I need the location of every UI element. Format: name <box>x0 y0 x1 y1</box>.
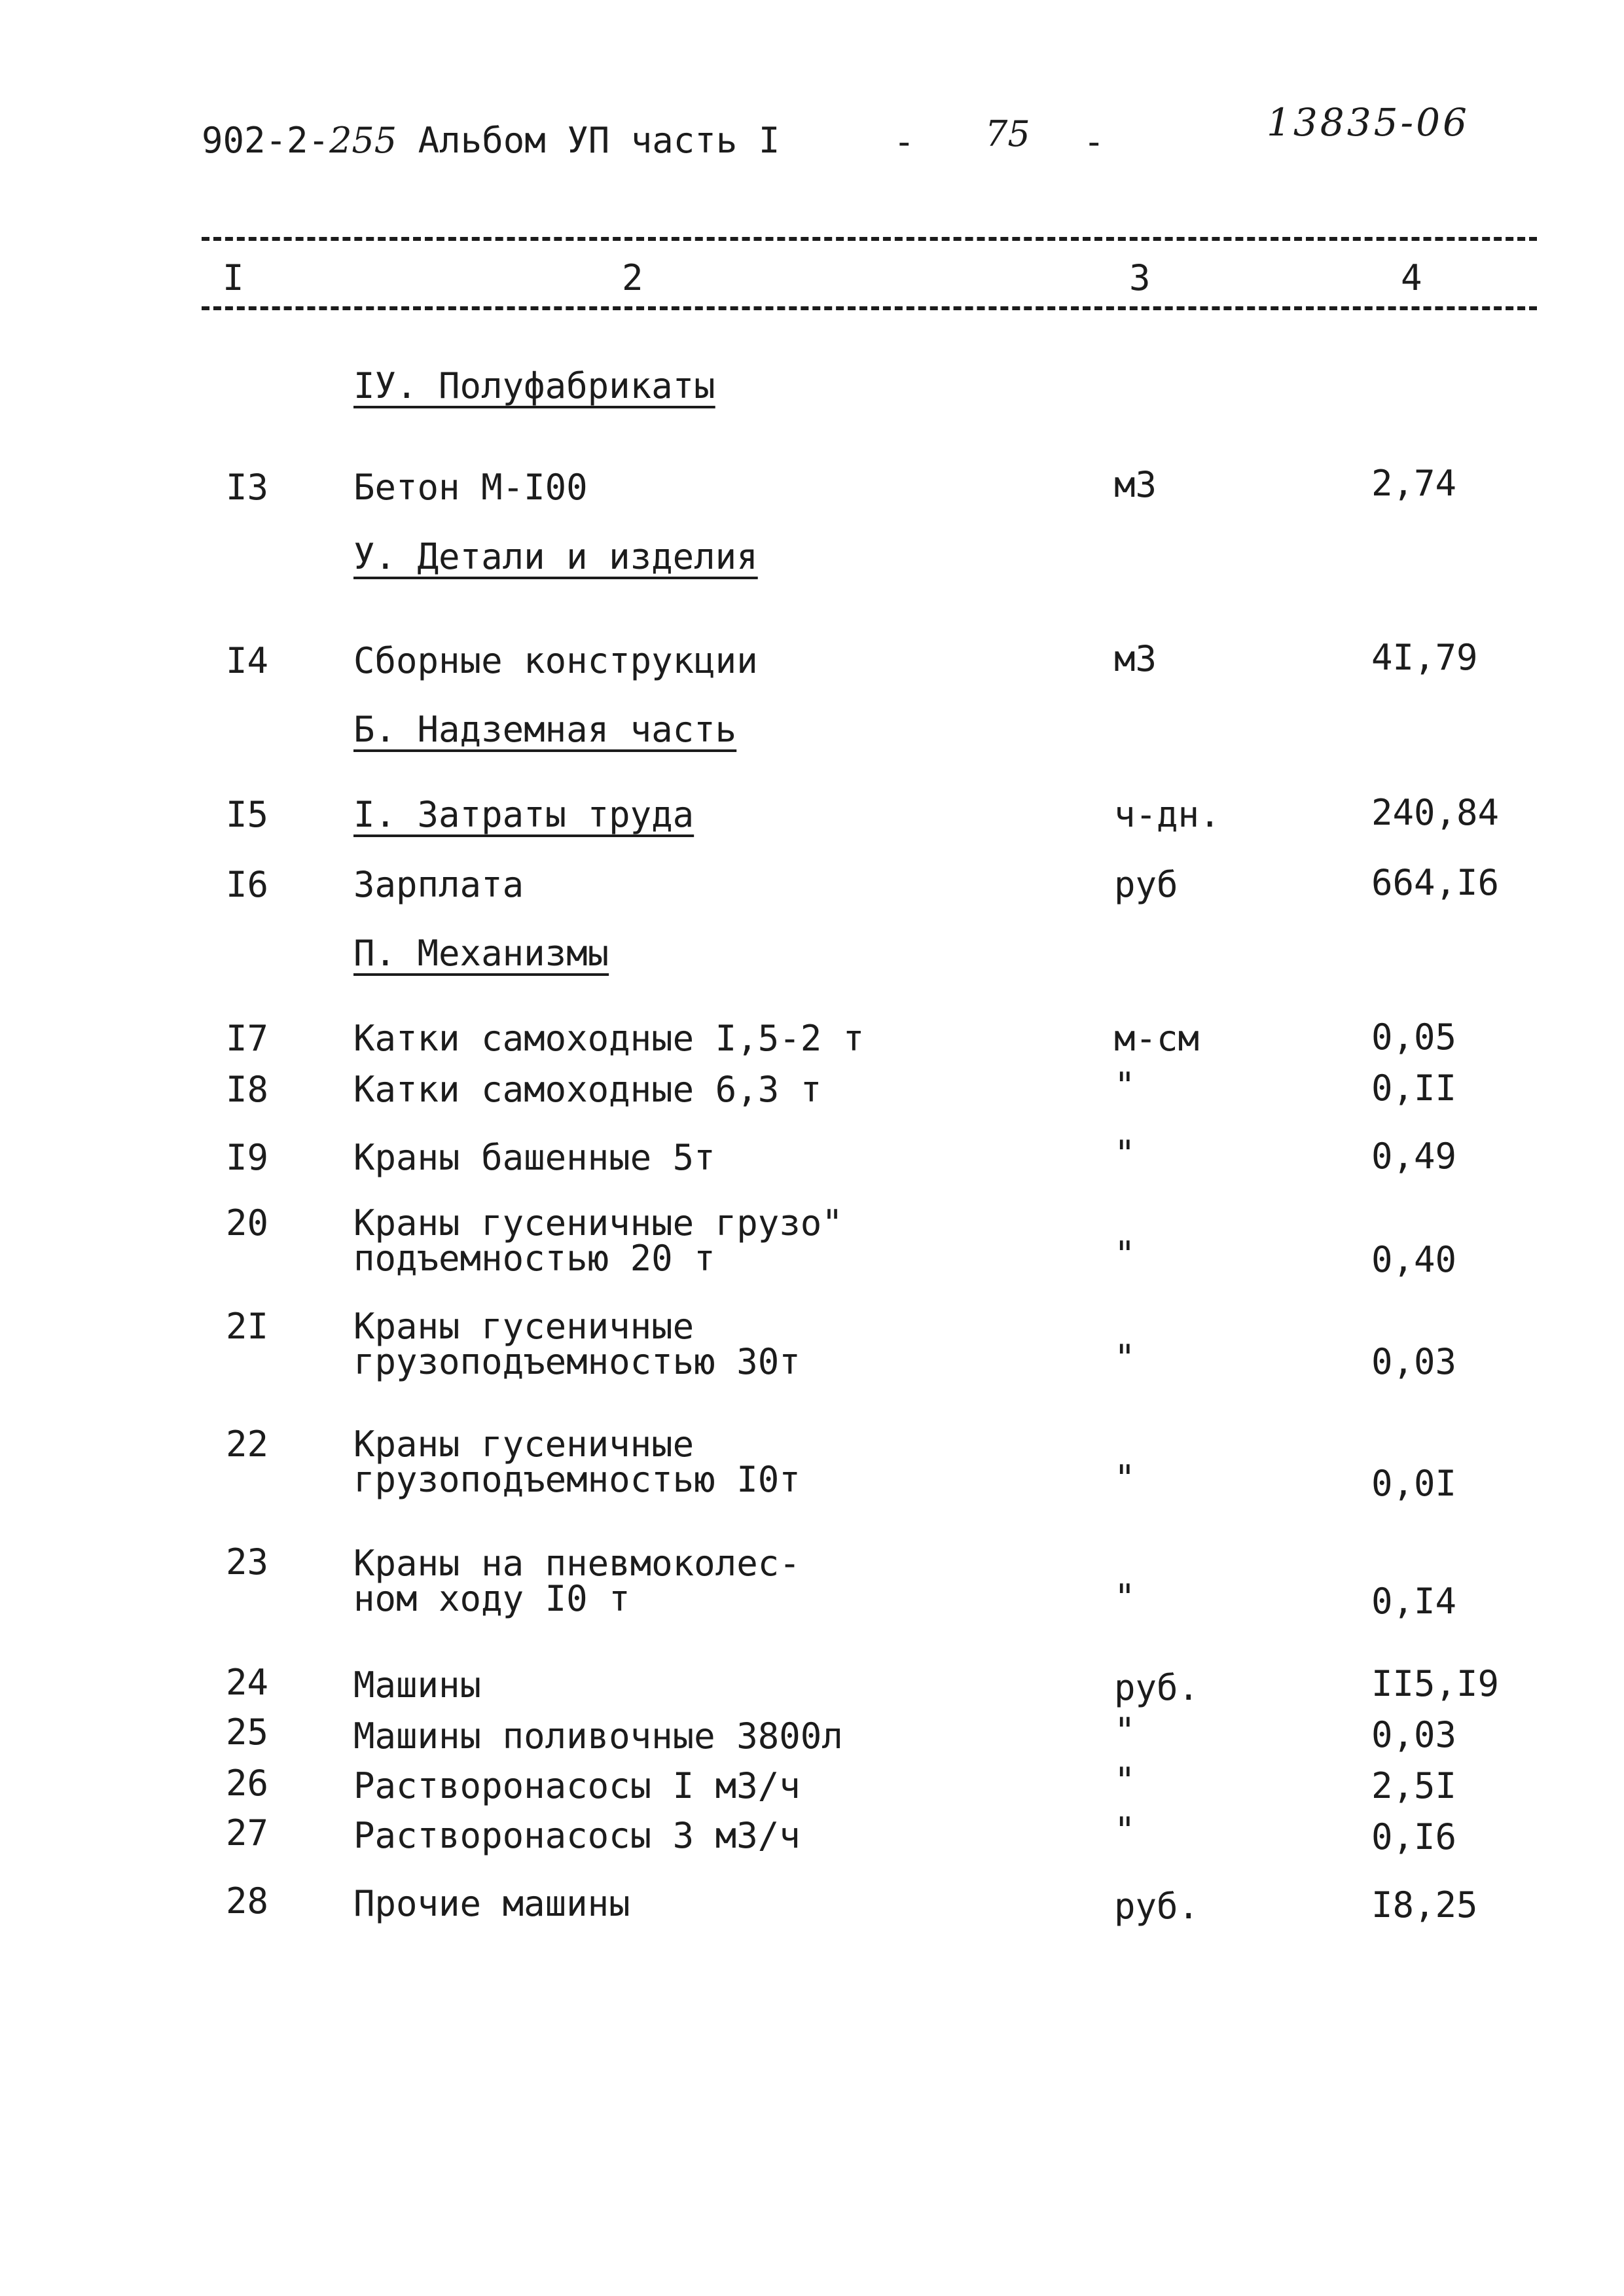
row-value: 0,03 <box>1371 1341 1457 1382</box>
document-number: 13835-06 <box>1267 100 1470 145</box>
section-heading-details: У. Детали и изделия <box>353 536 758 577</box>
row-value: II5,I9 <box>1371 1663 1500 1704</box>
row-name-line2: ном ходу I0 т <box>353 1578 630 1619</box>
row-name-line1: Краны гусеничные грузо" <box>353 1202 843 1244</box>
row-number: I7 <box>226 1018 269 1059</box>
row-value: 0,03 <box>1371 1714 1457 1755</box>
row-value: 664,I6 <box>1371 862 1500 903</box>
row-name: Машины <box>353 1664 482 1706</box>
row-number: 20 <box>226 1202 269 1244</box>
album-part: Альбом УП часть I <box>418 120 780 161</box>
row-value: 0,49 <box>1371 1136 1457 1177</box>
column-header-3: 3 <box>1129 257 1151 298</box>
section-heading-mechanisms: П. Механизмы <box>353 933 609 974</box>
table-rule-bottom <box>202 306 1537 310</box>
row-number: 23 <box>226 1541 269 1583</box>
section-heading-semi: IУ. Полуфабрикаты <box>353 365 715 406</box>
row-value: 0,40 <box>1371 1239 1457 1280</box>
row-number: I5 <box>226 794 269 835</box>
row-name: Бетон М-I00 <box>353 467 588 508</box>
row-name: Прочие машины <box>353 1883 630 1924</box>
row-number: I4 <box>226 640 269 681</box>
page-dash-right: - <box>1083 121 1105 162</box>
row-value: 240,84 <box>1371 792 1500 833</box>
page-number: 75 <box>985 113 1030 154</box>
row-name: Катки самоходные 6,3 т <box>353 1069 822 1110</box>
row-unit: " <box>1114 1710 1136 1751</box>
row-unit: " <box>1114 1810 1136 1851</box>
row-name <box>353 1306 801 1382</box>
row-name-line1: Краны гусеничные <box>353 1424 695 1465</box>
row-name: Сборные конструкции <box>353 640 758 681</box>
row-number: 26 <box>226 1763 269 1804</box>
row-value: 2,5I <box>1371 1765 1457 1806</box>
column-header-4: 4 <box>1401 257 1422 298</box>
row-value: 0,0I <box>1371 1463 1457 1504</box>
document-code <box>202 120 780 161</box>
row-unit: " <box>1114 1337 1136 1378</box>
row-unit: ч-дн. <box>1114 794 1221 835</box>
column-header-2: 2 <box>622 257 643 298</box>
row-unit: м-см <box>1114 1018 1200 1059</box>
row-name: Растворонасосы I м3/ч <box>353 1765 801 1806</box>
row-name-line2: грузоподъемностью I0т <box>353 1459 801 1500</box>
section-heading-labor: I. Затраты труда <box>353 794 695 835</box>
row-name <box>353 1202 843 1279</box>
row-number: 28 <box>226 1880 269 1922</box>
column-header-1: I <box>223 257 244 298</box>
row-unit: " <box>1114 1458 1136 1499</box>
row-unit: " <box>1114 1577 1136 1618</box>
row-name: Краны башенные 5т <box>353 1137 715 1178</box>
row-unit: " <box>1114 1065 1136 1106</box>
row-unit: м3 <box>1114 638 1157 679</box>
document-code-prefix: 902-2- <box>202 120 330 161</box>
row-value: 0,I6 <box>1371 1816 1457 1857</box>
row-value: 0,05 <box>1371 1016 1457 1058</box>
row-number: I9 <box>226 1137 269 1178</box>
row-unit: м3 <box>1114 464 1157 505</box>
row-number: 22 <box>226 1424 269 1465</box>
row-number: 2I <box>226 1306 269 1347</box>
row-name: Катки самоходные I,5-2 т <box>353 1018 865 1059</box>
document-code-suffix: 255 <box>329 120 397 161</box>
row-value: 2,74 <box>1371 463 1457 504</box>
row-value: 0,II <box>1371 1067 1457 1109</box>
row-value: 4I,79 <box>1371 637 1478 678</box>
page-dash-left: - <box>893 121 915 162</box>
row-unit: " <box>1114 1234 1136 1275</box>
row-unit: руб. <box>1114 1667 1200 1708</box>
row-name-line2: грузоподъемностью 30т <box>353 1341 801 1382</box>
row-unit: руб <box>1114 864 1178 905</box>
row-name-line2: подъемностью 20 т <box>353 1238 715 1279</box>
row-name: Зарплата <box>353 864 524 905</box>
row-value: I8,25 <box>1371 1884 1478 1926</box>
row-name-line1: Краны на пневмоколес- <box>353 1543 801 1584</box>
row-number: I3 <box>226 467 269 508</box>
row-number: I8 <box>226 1069 269 1110</box>
table-rule-top <box>202 237 1537 241</box>
row-name: Машины поливочные 3800л <box>353 1715 843 1757</box>
row-value: 0,I4 <box>1371 1581 1457 1622</box>
section-heading-above-ground: Б. Надземная часть <box>353 709 737 750</box>
row-number: I6 <box>226 864 269 905</box>
row-name: Растворонасосы 3 м3/ч <box>353 1815 801 1856</box>
row-unit: " <box>1114 1760 1136 1801</box>
row-unit: " <box>1114 1133 1136 1174</box>
row-name <box>353 1543 801 1619</box>
row-number: 25 <box>226 1712 269 1753</box>
row-unit: руб. <box>1114 1886 1200 1927</box>
row-name-line1: Краны гусеничные <box>353 1306 695 1347</box>
row-number: 27 <box>226 1812 269 1854</box>
row-name <box>353 1424 801 1500</box>
row-number: 24 <box>226 1662 269 1703</box>
